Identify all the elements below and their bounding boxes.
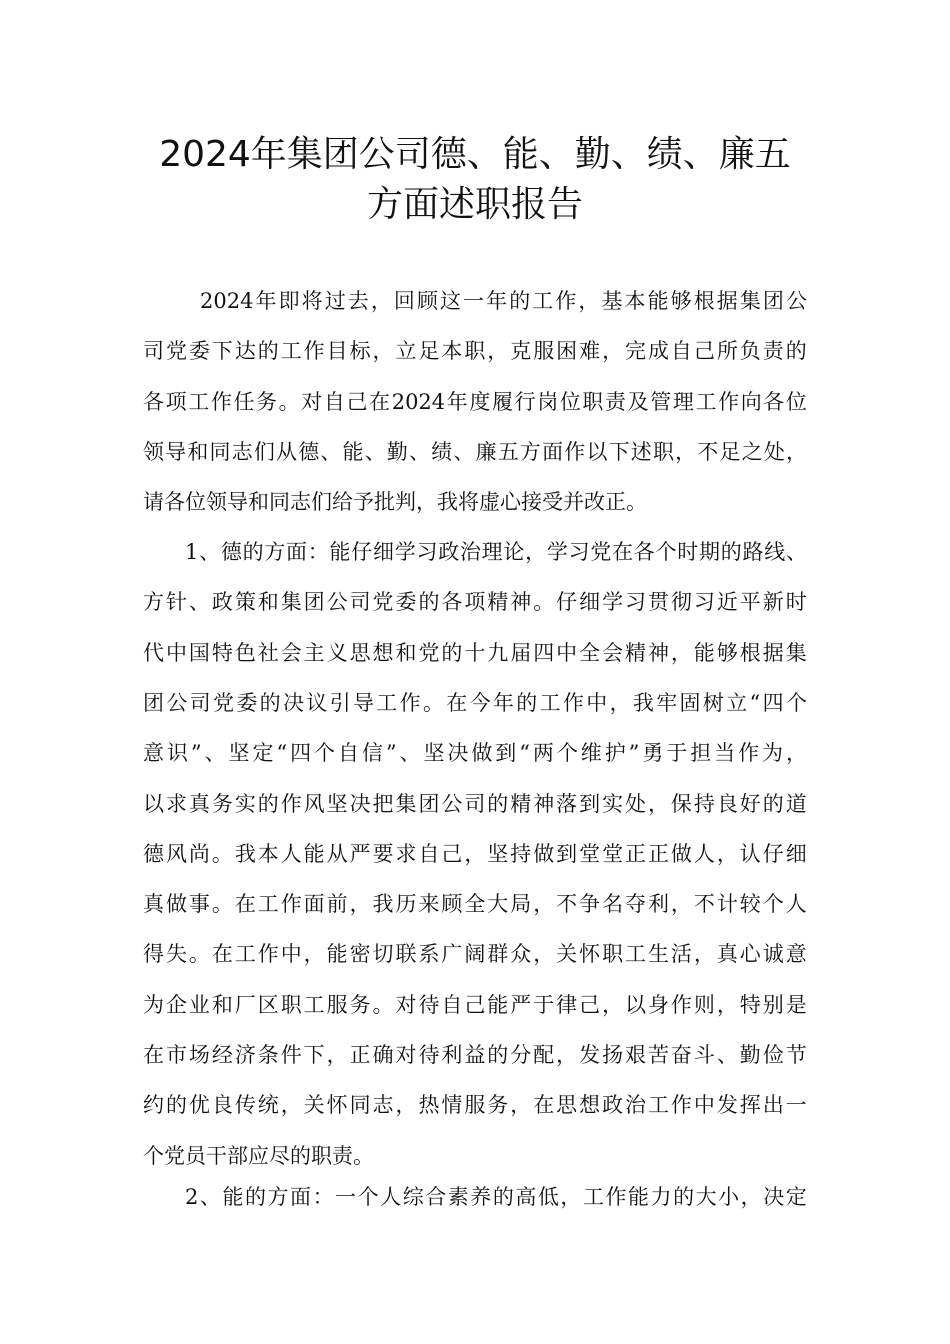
paragraph-2-line (0, 1090, 950, 1120)
paragraph-line-text: 以 求 真 务 实 的 作 风 坚 决 把 集 团 公 司 的 精 神 落 到 实 处 ， 保 持 良 好 的 道 (143, 792, 807, 816)
paragraph-line-text: 得 失 。 在 工 作 中 ， 能 密 切 联 系 广 阔 群 众 ， 关 怀 职 工 生 活 ， 真 心 诚 意 (143, 942, 807, 966)
paragraph-2-line (0, 889, 950, 919)
paragraph-line-text: 1 、 德 的 方 面 ： 能 仔 细 学 习 政 治 理 论 ， 学 习 党 在 各 个 时 期 的 路 线 、 (185, 540, 807, 564)
paragraph-line-text: 请各位领导和同志们给予批判，我将虚心接受并改正。 (143, 490, 647, 514)
document-title-line-1: 2024年集团公司德、能、勤、绩、廉五 (159, 134, 791, 175)
paragraph-2-line (0, 738, 950, 768)
paragraph-1-line (0, 286, 950, 316)
paragraph-line-text: 2024 年 即 将 过 去 ， 回 顾 这 一 年 的 工 作 ， 基 本 能 够 根 据 集 团 公 (200, 289, 807, 313)
paragraph-line-text: 个党员干部应尽的职责。 (143, 1144, 374, 1168)
document-title-line-2: 方面述职报告 (366, 184, 583, 225)
paragraph-line-text: 领 导 和 同 志 们 从 德 、 能 、 勤 、 绩 、 廉 五 方 面 作 以 下 述 职 ， 不 足 之 处 ， (143, 440, 807, 464)
paragraph-2-line (0, 1141, 950, 1171)
paragraph-line-text: 团 公 司 党 委 的 决 议 引 导 工 作 。 在 今 年 的 工 作 中 ， 我 牢 固 树 立 “ 四 个 (143, 691, 807, 715)
paragraph-3-line (0, 1182, 950, 1212)
paragraph-1-line (0, 387, 950, 417)
paragraph-2-line (0, 990, 950, 1020)
paragraph-line-text: 方 针 、 政 策 和 集 团 公 司 党 委 的 各 项 精 神 。 仔 细 学 习 贯 彻 习 近 平 新 时 (143, 590, 807, 614)
paragraph-2-line (0, 839, 950, 869)
paragraph-2-line (0, 688, 950, 718)
paragraph-2-line (0, 638, 950, 668)
paragraph-1-line (0, 437, 950, 467)
paragraph-2-line (0, 537, 950, 567)
paragraph-line-text: 在 市 场 经 济 条 件 下 ， 正 确 对 待 利 益 的 分 配 ， 发 扬 艰 苦 奋 斗 、 勤 俭 节 (143, 1043, 807, 1067)
paragraph-line-text: 代 中 国 特 色 社 会 主 义 思 想 和 党 的 十 九 届 四 中 全 会 精 神 ， 能 够 根 据 集 (143, 641, 807, 665)
paragraph-line-text: 为 企 业 和 厂 区 职 工 服 务 。 对 待 自 己 能 严 于 律 己 ， 以 身 作 则 ， 特 别 是 (143, 993, 807, 1017)
paragraph-2-line (0, 1040, 950, 1070)
paragraph-2-line (0, 789, 950, 819)
paragraph-line-text: 各 项 工 作 任 务 。 对 自 己 在 2024 年 度 履 行 岗 位 职 责 及 管 理 工 作 向 各 位 (143, 390, 807, 414)
paragraph-line-text: 2 、 能 的 方 面 ： 一 个 人 综 合 素 养 的 高 低 ， 工 作 能 力 的 大 小 ， 决 定 (185, 1185, 807, 1209)
paragraph-line-text: 意 识 ” 、 坚 定 “ 四 个 自 信 ” 、 坚 决 做 到 “ 两 个 维 护 ” 勇 于 担 当 作 为 ， (143, 741, 807, 765)
paragraph-line-text: 司 党 委 下 达 的 工 作 目 标 ， 立 足 本 职 ， 克 服 困 难 ， 完 成 自 己 所 负 责 的 (143, 339, 807, 363)
paragraph-line-text: 德 风 尚 。 我 本 人 能 从 严 要 求 自 己 ， 坚 持 做 到 堂 堂 正 正 做 人 ， 认 仔 细 (143, 842, 807, 866)
paragraph-2-line (0, 587, 950, 617)
paragraph-1-line (0, 336, 950, 366)
paragraph-line-text: 约 的 优 良 传 统 ， 关 怀 同 志 ， 热 情 服 务 ， 在 思 想 政 治 工 作 中 发 挥 出 一 (143, 1093, 807, 1117)
paragraph-1-line (0, 487, 950, 517)
paragraph-2-line (0, 939, 950, 969)
paragraph-line-text: 真 做 事 。 在 工 作 面 前 ， 我 历 来 顾 全 大 局 ， 不 争 名 夺 利 ， 不 计 较 个 人 (143, 892, 807, 916)
